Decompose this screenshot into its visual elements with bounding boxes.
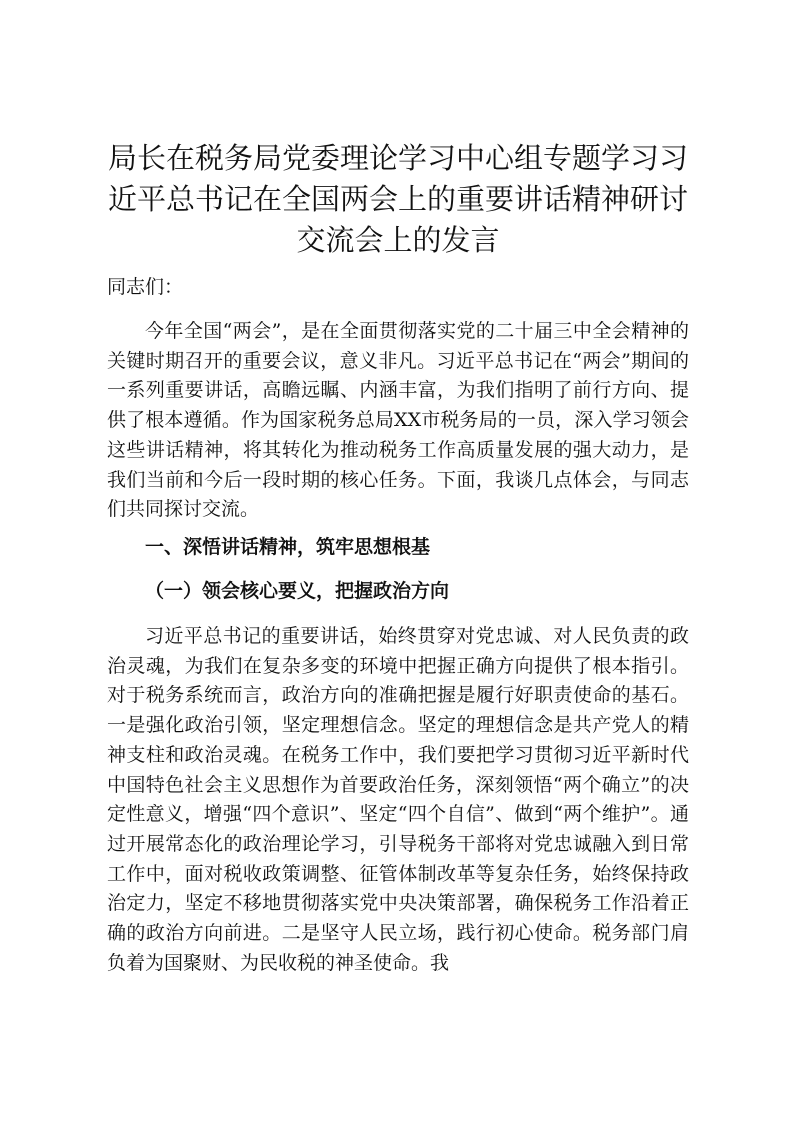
salutation: 同志们：	[107, 276, 184, 298]
subsection-heading-1-1: （一）领会核心要义，把握政治方向	[145, 580, 450, 602]
document-title: 局长在税务局党委理论学习中心组专题学习习近平总书记在全国两会上的重要讲话精神研讨交流会上的发言	[107, 141, 688, 257]
section1-paragraph-1: 习近平总书记的重要讲话，始终贯穿对党忠诚、对人民负责的政治灵魂，为我们在复杂多变的环境中把握正确方向提供了根本指引。对于税务系统而言，政治方向的准确把握是履行好职责使命的基石。一是强化政治引领，坚定理想信念。坚定的理想信念是共产党人的精神支柱和政治灵魂。在税务工作中，我们要把学习贯彻习近平新时代中国特色社会主义思想作为首要政治任务，深刻领悟“两个确立”的决定性意义，增强“四个意识”、坚定“四个自信”、做到“两个维护”。通过开展常态化的政治理论学习，引导税务干部将对党忠诚融入到日常工作中，面对税收政策调整、征管体制改革等复杂任务，始终保持政治定力，坚定不移地贯彻落实党中央决策部署，确保税务工作沿着正确的政治方向前进。二是坚守人民立场，践行初心使命。税务部门肩负着为国聚财、为民收税的神圣使命。我	[107, 625, 689, 974]
intro-paragraph: 今年全国“两会”，是在全面贯彻落实党的二十届三中全会精神的关键时期召开的重要会议，意义非凡。习近平总书记在“两会”期间的一系列重要讲话，高瞻远瞩、内涵丰富，为我们指明了前行方向、提供了根本遵循。作为国家税务总局XX市税务局的一员，深入学习领会这些讲话精神，将其转化为推动税务工作高质量发展的强大动力，是我们当前和今后一段时期的核心任务。下面，我谈几点体会，与同志们共同探讨交流。	[107, 320, 689, 521]
section-heading-1: 一、深悟讲话精神，筑牢思想根基	[145, 536, 431, 558]
